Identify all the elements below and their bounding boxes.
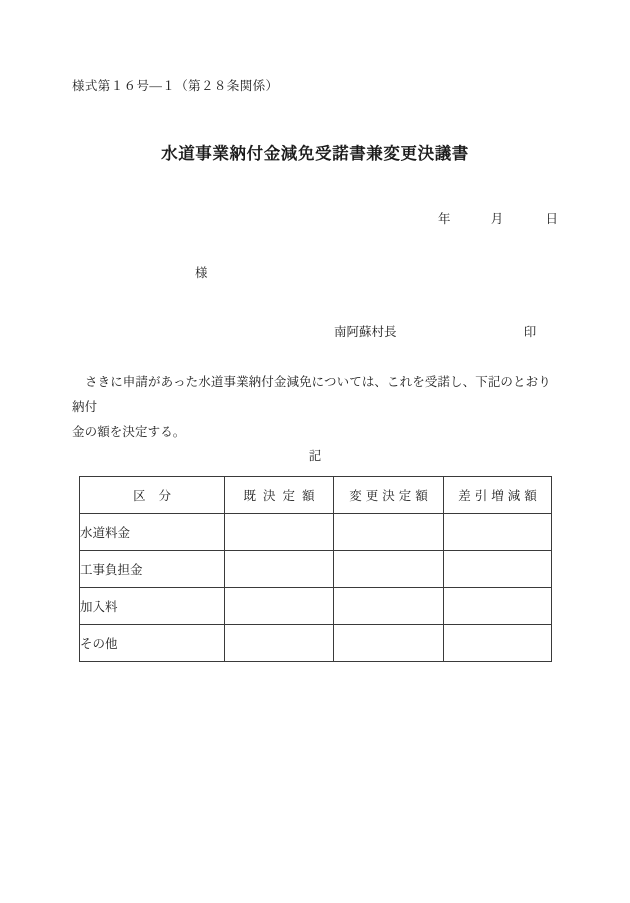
cell-sashihiki[interactable] <box>444 514 552 551</box>
row-label-text: 水道料金 <box>80 526 131 540</box>
body-line-1: さきに申請があった水道事業納付金減免については、これを受諾し、下記のとおり納付 <box>72 375 551 414</box>
row-label-koji-futankin <box>80 551 225 588</box>
date-year-label: 年 <box>437 212 451 226</box>
table-header-sashihiki <box>444 477 552 514</box>
table-header-henko-kettei-label: 変更決定額 <box>349 489 432 503</box>
cell-henko-kettei[interactable] <box>334 588 444 625</box>
row-label-sonota <box>80 625 225 662</box>
date-day-label: 日 <box>545 212 558 226</box>
seal-label: 印 <box>523 325 537 339</box>
table-row <box>80 551 552 588</box>
form-number-label: 様式第１６号―１（第２８条関係） <box>72 79 279 93</box>
table-header-kubun <box>80 477 225 514</box>
cell-sashihiki[interactable] <box>444 625 552 662</box>
cell-henko-kettei[interactable] <box>334 625 444 662</box>
body-line-2: 金の額を決定する。 <box>72 425 186 439</box>
row-label-suido-ryokin <box>80 514 225 551</box>
page-title: 水道事業納付金減免受諾書兼変更決議書 <box>161 144 469 163</box>
cell-henko-kettei[interactable] <box>334 551 444 588</box>
cell-sashihiki[interactable] <box>444 588 552 625</box>
cell-ki-kettei[interactable] <box>225 625 334 662</box>
body-paragraph <box>72 370 562 445</box>
cell-ki-kettei[interactable] <box>225 514 334 551</box>
signer-name: 南阿蘇村長 <box>334 325 397 339</box>
addressee-honorific: 様 <box>195 266 208 280</box>
cell-ki-kettei[interactable] <box>225 588 334 625</box>
cell-sashihiki[interactable] <box>444 551 552 588</box>
table-header-ki-kettei-label: 既決定額 <box>243 489 322 503</box>
row-label-text: 加入料 <box>80 600 118 614</box>
row-label-kanyuryo <box>80 588 225 625</box>
table-row <box>80 625 552 662</box>
signer-line <box>334 322 536 340</box>
table-row <box>80 514 552 551</box>
table-header-henko-kettei <box>334 477 444 514</box>
cell-ki-kettei[interactable] <box>225 551 334 588</box>
table-header-row <box>80 477 552 514</box>
row-label-text: その他 <box>80 637 118 651</box>
row-label-text: 工事負担金 <box>80 563 143 577</box>
table-header-kubun-label: 区分 <box>132 489 184 503</box>
cell-henko-kettei[interactable] <box>334 514 444 551</box>
date-line <box>0 209 558 227</box>
date-month-label: 月 <box>490 212 504 226</box>
table-header-ki-kettei <box>225 477 334 514</box>
table-header-sashihiki-label: 差引増減額 <box>458 489 541 503</box>
table-row <box>80 588 552 625</box>
amount-table <box>79 476 552 662</box>
ki-marker: 記 <box>308 449 322 463</box>
